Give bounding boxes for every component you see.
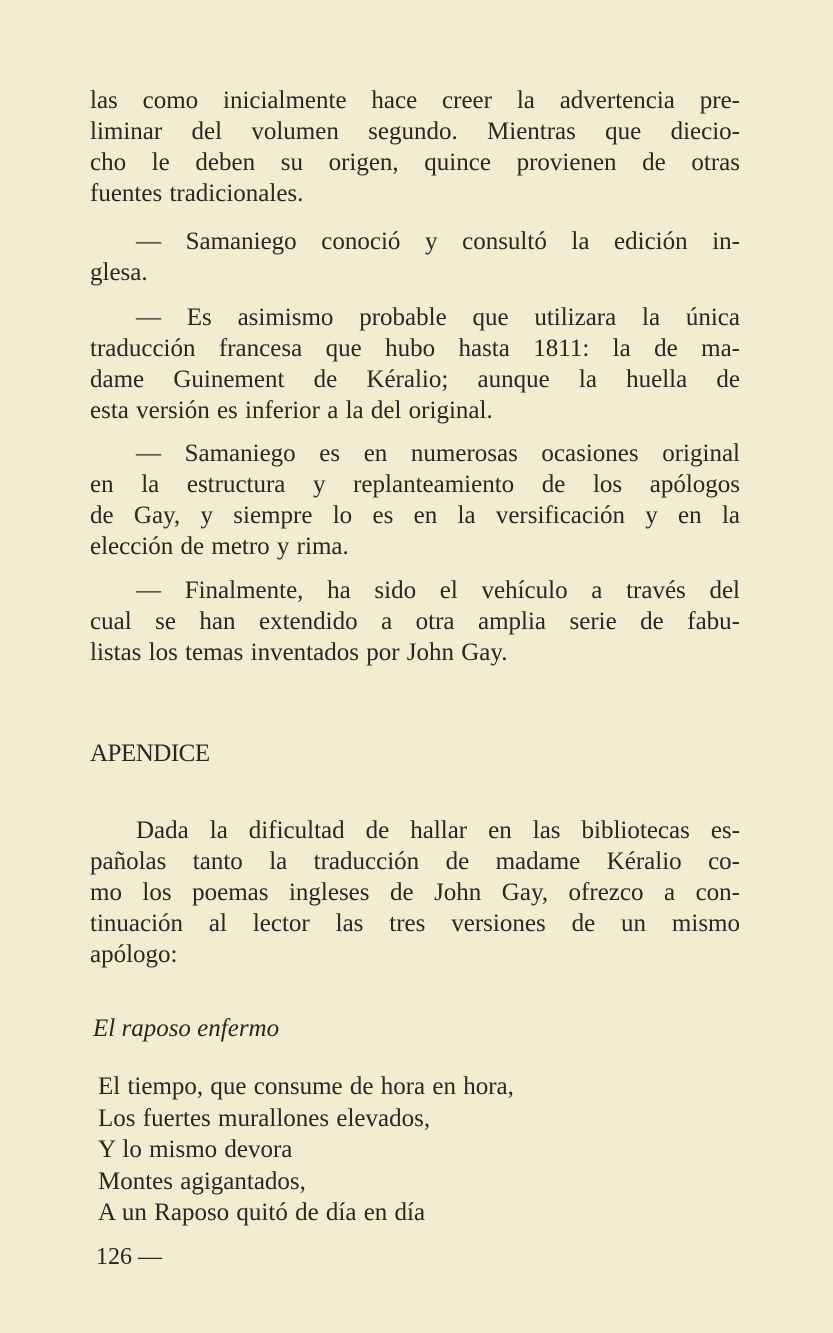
text-line: apólogo: [90,941,178,968]
text-line: cual se han extendido a otra amplia serie de fabu- [90,608,740,635]
text-line: liminar del volumen segundo. Mientras que diecio- [90,118,740,145]
text-line: traducción francesa que hubo hasta 1811: la de ma- [90,335,740,362]
text-line: listas los temas inventados por John Gay. [90,639,508,666]
appendix-heading: APENDICE [90,740,210,767]
paragraph-1 [90,85,740,209]
text-line: esta versión es inferior a la del original. [90,397,493,424]
poem-verses [98,1071,748,1229]
text-line: fuentes tradicionales. [90,180,304,207]
verse-line: Montes agigantados, [98,1167,306,1195]
paragraph-2 [90,226,740,288]
paragraph-4 [90,438,740,562]
text-line: en la estructura y replanteamiento de los apólogos [90,471,740,498]
verse-line: A un Raposo quitó de día en día [98,1199,426,1226]
appendix-paragraph [90,815,740,970]
text-line: mo los poemas ingleses de John Gay, ofrezco a con- [90,879,740,906]
text-line: cho le deben su origen, quince provienen de otras [90,149,740,176]
text-line: Dada la dificultad de hallar en las bibliotecas es- [136,817,740,844]
paragraph-3 [90,302,740,426]
text-line: elección de metro y rima. [90,533,349,560]
text-line: dame Guinement de Kéralio; aunque la huella de [90,366,740,393]
text-line: — Es asimismo probable que utilizara la única [136,304,740,331]
paragraph-5 [90,575,740,668]
text-line: las como inicialmente hace creer la advertencia pre- [90,87,740,114]
text-line: glesa. [90,259,148,286]
text-line: — Samaniego conoció y consultó la edición in- [136,228,740,255]
verse-line: El tiempo, que consume de hora en hora, [98,1073,514,1100]
page-number: 126 — [96,1244,162,1270]
text-line: tinuación al lector las tres versiones de un mismo [90,910,740,937]
text-line: — Finalmente, ha sido el vehículo a través del [136,577,740,604]
text-line: de Gay, y siempre lo es en la versificación y en la [90,502,740,529]
verse-line: Y lo mismo devora [98,1136,293,1163]
text-line: pañolas tanto la traducción de madame Kéralio co- [90,848,740,875]
verse-line: Los fuertes murallones elevados, [98,1104,431,1132]
poem-title: El raposo enfermo [93,1015,280,1042]
text-line: — Samaniego es en numerosas ocasiones original [136,440,740,467]
